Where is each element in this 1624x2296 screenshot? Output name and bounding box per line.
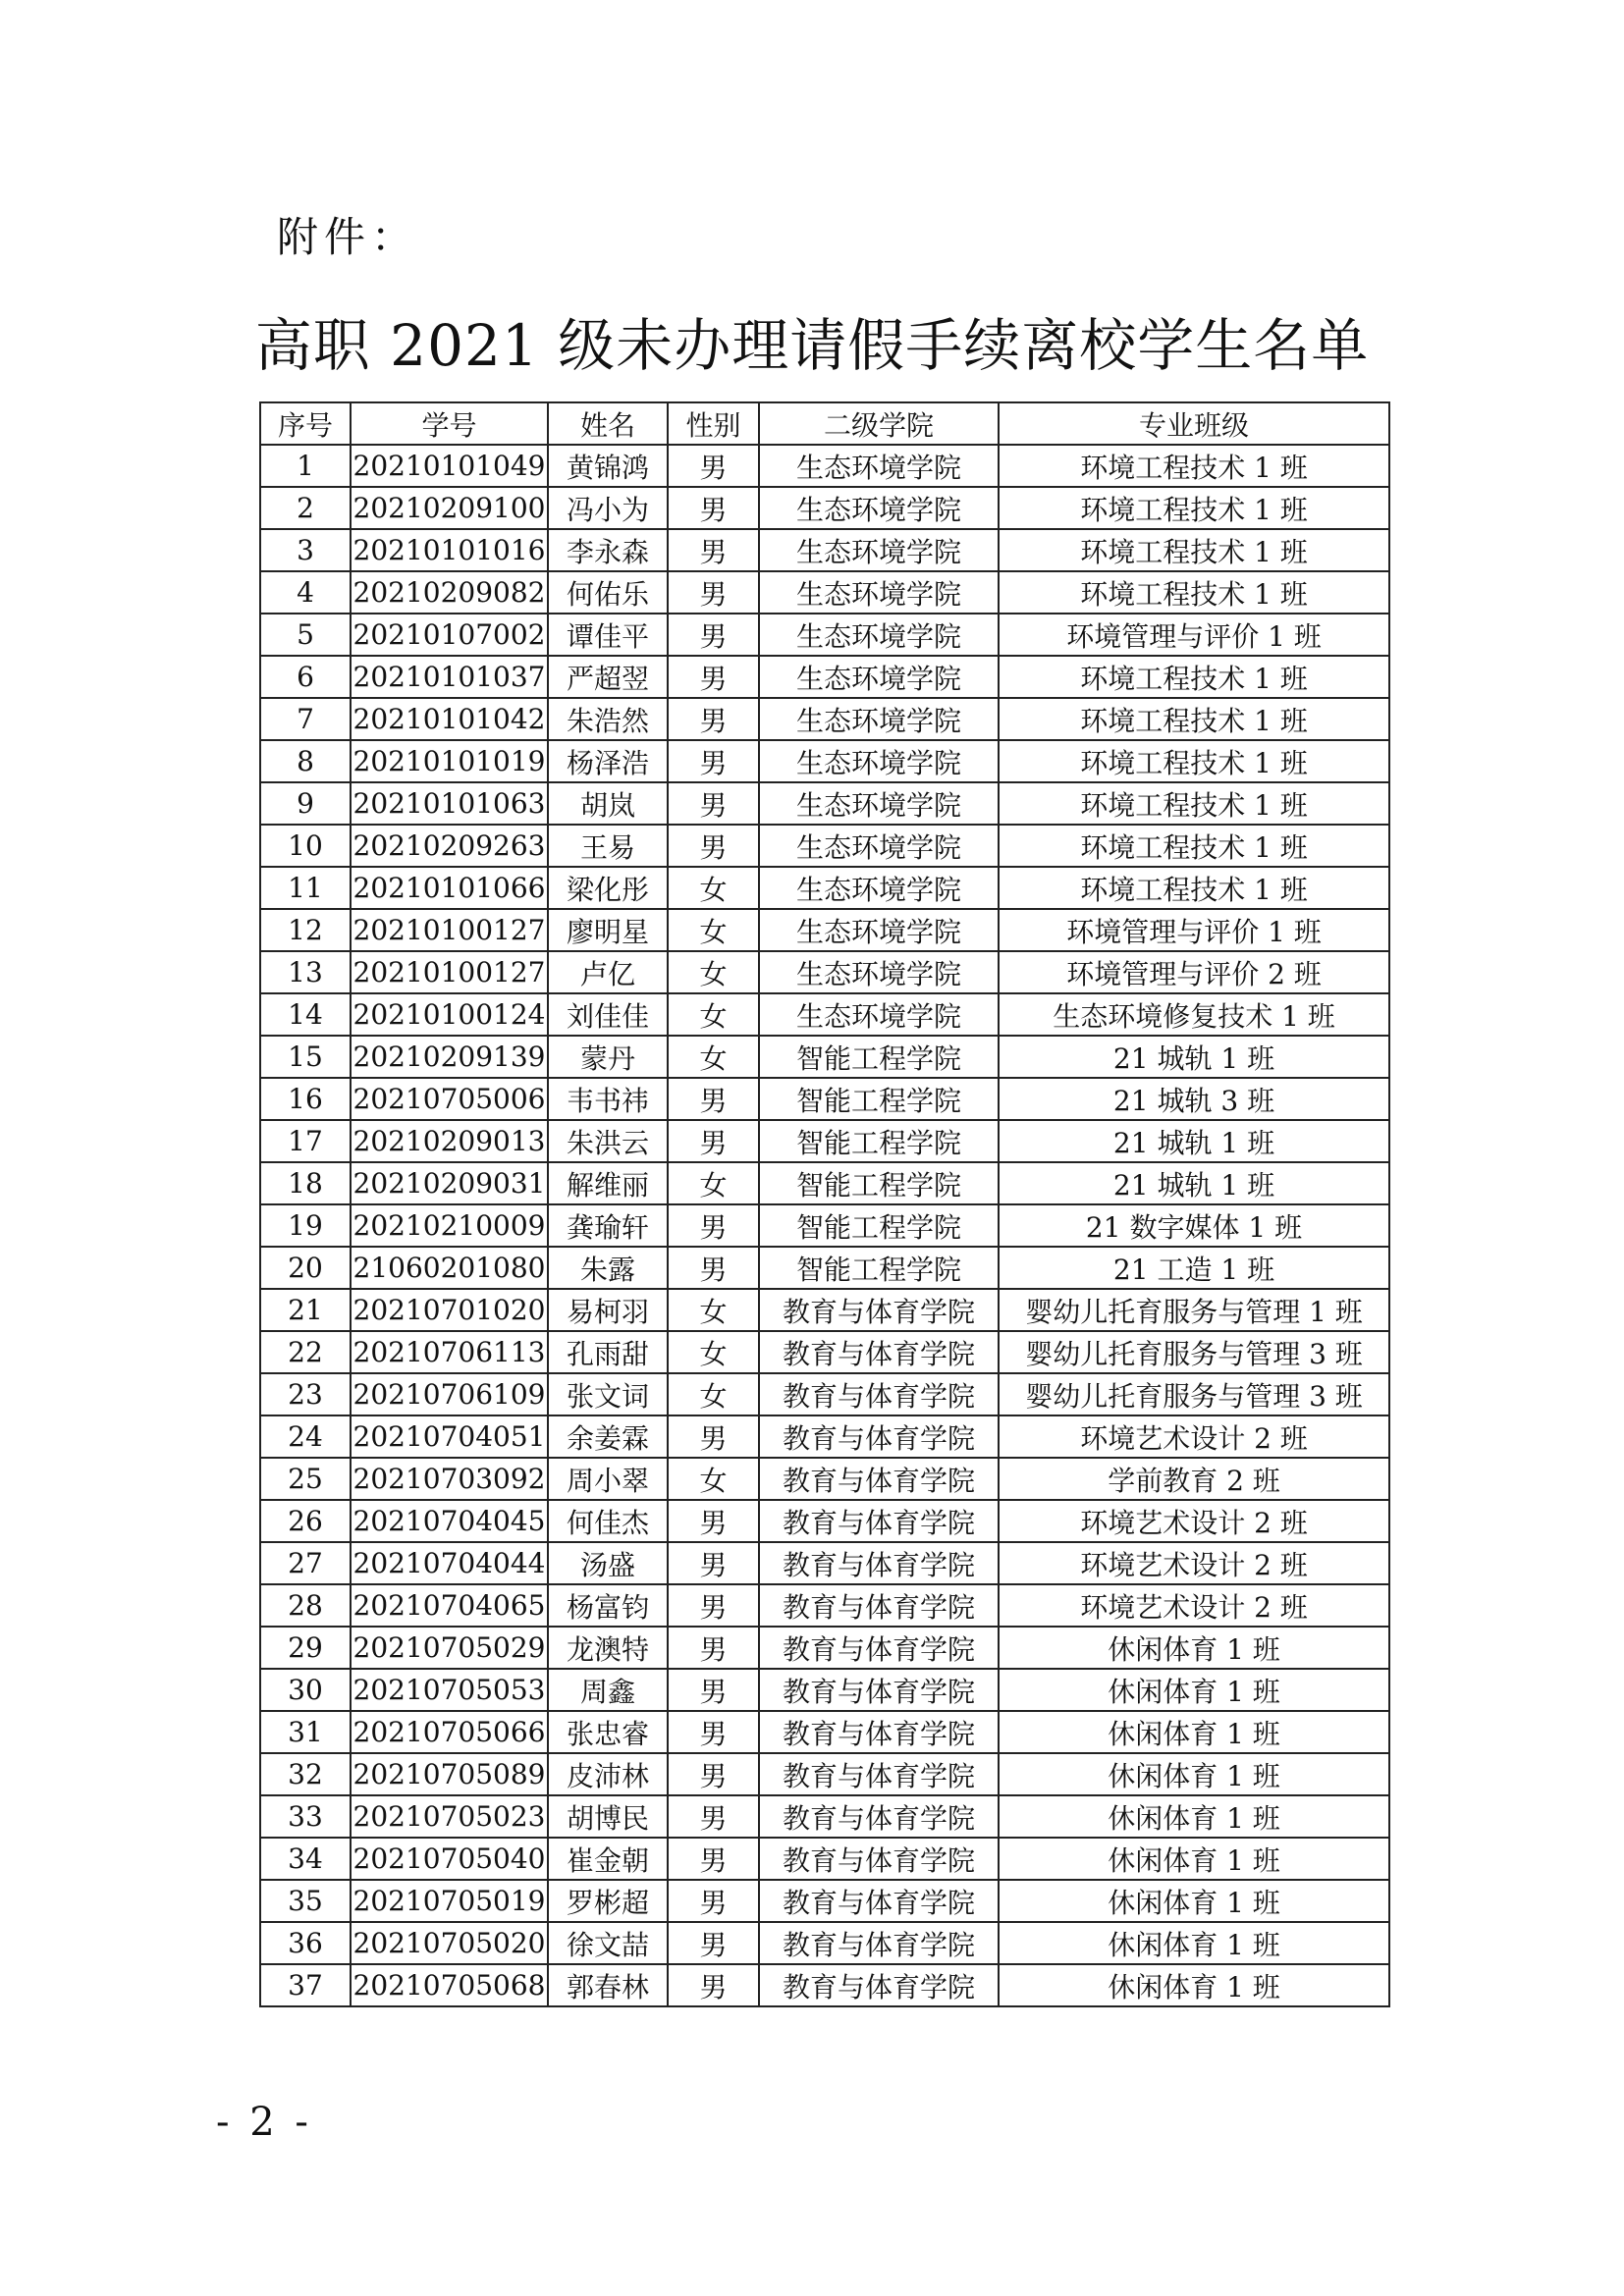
header-gender: 性别 (668, 402, 759, 445)
table-row (260, 909, 1389, 951)
cell-class: 环境艺术设计 2 班 (999, 1415, 1389, 1458)
table-row (260, 1711, 1389, 1753)
cell-college: 智能工程学院 (759, 1247, 999, 1289)
cell-name: 刘佳佳 (548, 993, 668, 1036)
table-row (260, 1162, 1389, 1204)
cell-gender: 男 (668, 1078, 759, 1120)
cell-student-id: 20210704065 (351, 1584, 548, 1627)
cell-gender: 男 (668, 1922, 759, 1964)
cell-college: 教育与体育学院 (759, 1795, 999, 1838)
cell-student-id: 20210705053 (351, 1669, 548, 1711)
table-row (260, 529, 1389, 571)
cell-index: 6 (260, 656, 351, 698)
cell-student-id: 20210701020 (351, 1289, 548, 1331)
cell-class: 环境工程技术 1 班 (999, 867, 1389, 909)
cell-gender: 男 (668, 782, 759, 825)
cell-gender: 男 (668, 698, 759, 740)
cell-gender: 男 (668, 529, 759, 571)
cell-name: 卢亿 (548, 951, 668, 993)
cell-college: 教育与体育学院 (759, 1711, 999, 1753)
cell-name: 何佳杰 (548, 1500, 668, 1542)
cell-student-id: 20210107002 (351, 614, 548, 656)
cell-name: 杨富钧 (548, 1584, 668, 1627)
cell-college: 教育与体育学院 (759, 1669, 999, 1711)
cell-college: 智能工程学院 (759, 1120, 999, 1162)
cell-name: 朱洪云 (548, 1120, 668, 1162)
table-row (260, 698, 1389, 740)
cell-gender: 男 (668, 1415, 759, 1458)
cell-college: 教育与体育学院 (759, 1415, 999, 1458)
cell-student-id: 20210705066 (351, 1711, 548, 1753)
cell-college: 生态环境学院 (759, 487, 999, 529)
cell-index: 5 (260, 614, 351, 656)
header-index: 序号 (260, 402, 351, 445)
cell-class: 21 数字媒体 1 班 (999, 1204, 1389, 1247)
cell-class: 21 城轨 1 班 (999, 1036, 1389, 1078)
cell-index: 23 (260, 1373, 351, 1415)
table-row (260, 1204, 1389, 1247)
cell-college: 生态环境学院 (759, 656, 999, 698)
cell-student-id: 20210705020 (351, 1922, 548, 1964)
table-row (260, 1880, 1389, 1922)
table-row (260, 1078, 1389, 1120)
header-student-id: 学号 (351, 402, 548, 445)
cell-class: 环境管理与评价 1 班 (999, 909, 1389, 951)
cell-student-id: 20210210009 (351, 1204, 548, 1247)
cell-index: 18 (260, 1162, 351, 1204)
cell-index: 9 (260, 782, 351, 825)
cell-class: 环境艺术设计 2 班 (999, 1542, 1389, 1584)
cell-college: 教育与体育学院 (759, 1922, 999, 1964)
cell-student-id: 20210101016 (351, 529, 548, 571)
table-row (260, 740, 1389, 782)
header-college: 二级学院 (759, 402, 999, 445)
cell-name: 解维丽 (548, 1162, 668, 1204)
table-row (260, 1964, 1389, 2006)
cell-class: 环境工程技术 1 班 (999, 782, 1389, 825)
table-row (260, 1289, 1389, 1331)
cell-index: 35 (260, 1880, 351, 1922)
table-row (260, 1331, 1389, 1373)
table-row (260, 656, 1389, 698)
cell-gender: 男 (668, 1584, 759, 1627)
cell-student-id: 20210100127 (351, 951, 548, 993)
cell-college: 生态环境学院 (759, 529, 999, 571)
cell-class: 休闲体育 1 班 (999, 1753, 1389, 1795)
cell-class: 休闲体育 1 班 (999, 1880, 1389, 1922)
cell-college: 教育与体育学院 (759, 1964, 999, 2006)
cell-student-id: 20210705068 (351, 1964, 548, 2006)
cell-class: 休闲体育 1 班 (999, 1627, 1389, 1669)
cell-gender: 男 (668, 1753, 759, 1795)
cell-class: 婴幼儿托育服务与管理 3 班 (999, 1373, 1389, 1415)
cell-class: 休闲体育 1 班 (999, 1669, 1389, 1711)
cell-college: 教育与体育学院 (759, 1838, 999, 1880)
cell-student-id: 20210705023 (351, 1795, 548, 1838)
table-row (260, 487, 1389, 529)
cell-college: 教育与体育学院 (759, 1500, 999, 1542)
cell-index: 26 (260, 1500, 351, 1542)
cell-name: 张忠睿 (548, 1711, 668, 1753)
cell-index: 2 (260, 487, 351, 529)
cell-index: 11 (260, 867, 351, 909)
cell-class: 环境工程技术 1 班 (999, 487, 1389, 529)
cell-college: 生态环境学院 (759, 571, 999, 614)
cell-gender: 女 (668, 909, 759, 951)
cell-gender: 男 (668, 1795, 759, 1838)
cell-name: 黄锦鸿 (548, 445, 668, 487)
cell-class: 休闲体育 1 班 (999, 1964, 1389, 2006)
cell-college: 教育与体育学院 (759, 1373, 999, 1415)
cell-class: 休闲体育 1 班 (999, 1711, 1389, 1753)
cell-gender: 男 (668, 614, 759, 656)
cell-class: 21 城轨 1 班 (999, 1120, 1389, 1162)
table-row (260, 1669, 1389, 1711)
cell-name: 罗彬超 (548, 1880, 668, 1922)
cell-gender: 男 (668, 1627, 759, 1669)
cell-name: 谭佳平 (548, 614, 668, 656)
cell-student-id: 20210705029 (351, 1627, 548, 1669)
cell-class: 婴幼儿托育服务与管理 1 班 (999, 1289, 1389, 1331)
table-row (260, 1247, 1389, 1289)
cell-name: 易柯羽 (548, 1289, 668, 1331)
cell-name: 徐文喆 (548, 1922, 668, 1964)
table-row (260, 825, 1389, 867)
cell-index: 19 (260, 1204, 351, 1247)
cell-gender: 男 (668, 445, 759, 487)
attachment-label: 附件： (277, 213, 419, 261)
cell-name: 李永森 (548, 529, 668, 571)
cell-index: 33 (260, 1795, 351, 1838)
cell-name: 冯小为 (548, 487, 668, 529)
cell-index: 4 (260, 571, 351, 614)
cell-college: 生态环境学院 (759, 951, 999, 993)
cell-college: 生态环境学院 (759, 614, 999, 656)
cell-college: 教育与体育学院 (759, 1627, 999, 1669)
cell-class: 环境工程技术 1 班 (999, 825, 1389, 867)
cell-index: 27 (260, 1542, 351, 1584)
table-row (260, 445, 1389, 487)
cell-index: 10 (260, 825, 351, 867)
cell-gender: 男 (668, 825, 759, 867)
cell-name: 周鑫 (548, 1669, 668, 1711)
cell-index: 30 (260, 1669, 351, 1711)
cell-student-id: 20210705040 (351, 1838, 548, 1880)
cell-student-id: 20210101049 (351, 445, 548, 487)
table-row (260, 1036, 1389, 1078)
cell-student-id: 20210706113 (351, 1331, 548, 1373)
table-row (260, 1542, 1389, 1584)
table-row (260, 867, 1389, 909)
cell-class: 婴幼儿托育服务与管理 3 班 (999, 1331, 1389, 1373)
cell-student-id: 20210101063 (351, 782, 548, 825)
cell-class: 休闲体育 1 班 (999, 1838, 1389, 1880)
table-row (260, 1584, 1389, 1627)
cell-name: 张文词 (548, 1373, 668, 1415)
cell-index: 25 (260, 1458, 351, 1500)
cell-name: 梁化彤 (548, 867, 668, 909)
cell-index: 8 (260, 740, 351, 782)
table-row (260, 614, 1389, 656)
cell-index: 17 (260, 1120, 351, 1162)
cell-college: 生态环境学院 (759, 740, 999, 782)
table-row (260, 1795, 1389, 1838)
table-row (260, 951, 1389, 993)
cell-name: 汤盛 (548, 1542, 668, 1584)
cell-gender: 男 (668, 1669, 759, 1711)
cell-gender: 男 (668, 1247, 759, 1289)
cell-index: 37 (260, 1964, 351, 2006)
table-row (260, 1922, 1389, 1964)
cell-gender: 男 (668, 1964, 759, 2006)
cell-index: 32 (260, 1753, 351, 1795)
cell-gender: 男 (668, 1120, 759, 1162)
table-row (260, 571, 1389, 614)
cell-gender: 男 (668, 1880, 759, 1922)
cell-gender: 女 (668, 1162, 759, 1204)
cell-gender: 女 (668, 867, 759, 909)
cell-class: 环境工程技术 1 班 (999, 529, 1389, 571)
cell-class: 环境工程技术 1 班 (999, 445, 1389, 487)
cell-student-id: 20210703092 (351, 1458, 548, 1500)
cell-name: 孔雨甜 (548, 1331, 668, 1373)
table-row (260, 1373, 1389, 1415)
cell-college: 教育与体育学院 (759, 1458, 999, 1500)
cell-name: 朱浩然 (548, 698, 668, 740)
cell-index: 24 (260, 1415, 351, 1458)
table-row (260, 1120, 1389, 1162)
cell-name: 郭春林 (548, 1964, 668, 2006)
cell-class: 休闲体育 1 班 (999, 1795, 1389, 1838)
cell-student-id: 20210101019 (351, 740, 548, 782)
table-body (260, 445, 1389, 2006)
cell-name: 杨泽浩 (548, 740, 668, 782)
cell-student-id: 21060201080 (351, 1247, 548, 1289)
cell-class: 生态环境修复技术 1 班 (999, 993, 1389, 1036)
table-row (260, 782, 1389, 825)
cell-gender: 男 (668, 1204, 759, 1247)
cell-gender: 男 (668, 656, 759, 698)
cell-gender: 男 (668, 1711, 759, 1753)
cell-college: 教育与体育学院 (759, 1584, 999, 1627)
cell-gender: 男 (668, 487, 759, 529)
cell-college: 教育与体育学院 (759, 1331, 999, 1373)
cell-student-id: 20210209263 (351, 825, 548, 867)
cell-student-id: 20210704045 (351, 1500, 548, 1542)
cell-name: 崔金朝 (548, 1838, 668, 1880)
cell-gender: 男 (668, 571, 759, 614)
cell-gender: 女 (668, 993, 759, 1036)
table-row (260, 1458, 1389, 1500)
cell-student-id: 20210704051 (351, 1415, 548, 1458)
cell-name: 廖明星 (548, 909, 668, 951)
cell-student-id: 20210101037 (351, 656, 548, 698)
cell-index: 16 (260, 1078, 351, 1120)
cell-name: 王易 (548, 825, 668, 867)
cell-class: 21 工造 1 班 (999, 1247, 1389, 1289)
cell-class: 环境工程技术 1 班 (999, 656, 1389, 698)
cell-name: 胡博民 (548, 1795, 668, 1838)
page-number: - 2 - (216, 2100, 312, 2145)
cell-index: 29 (260, 1627, 351, 1669)
table-row (260, 1415, 1389, 1458)
cell-index: 22 (260, 1331, 351, 1373)
cell-index: 13 (260, 951, 351, 993)
cell-name: 龙澳特 (548, 1627, 668, 1669)
cell-student-id: 20210705089 (351, 1753, 548, 1795)
header-name: 姓名 (548, 402, 668, 445)
cell-college: 生态环境学院 (759, 782, 999, 825)
cell-index: 15 (260, 1036, 351, 1078)
cell-index: 3 (260, 529, 351, 571)
cell-college: 教育与体育学院 (759, 1880, 999, 1922)
cell-gender: 男 (668, 1542, 759, 1584)
cell-student-id: 20210209100 (351, 487, 548, 529)
cell-index: 36 (260, 1922, 351, 1964)
cell-student-id: 20210705019 (351, 1880, 548, 1922)
cell-class: 环境工程技术 1 班 (999, 698, 1389, 740)
cell-index: 28 (260, 1584, 351, 1627)
header-class: 专业班级 (999, 402, 1389, 445)
cell-student-id: 20210706109 (351, 1373, 548, 1415)
cell-student-id: 20210100127 (351, 909, 548, 951)
cell-name: 朱露 (548, 1247, 668, 1289)
cell-college: 智能工程学院 (759, 1162, 999, 1204)
cell-class: 环境工程技术 1 班 (999, 740, 1389, 782)
cell-college: 生态环境学院 (759, 909, 999, 951)
cell-name: 皮沛林 (548, 1753, 668, 1795)
cell-class: 休闲体育 1 班 (999, 1922, 1389, 1964)
cell-index: 31 (260, 1711, 351, 1753)
cell-gender: 男 (668, 1500, 759, 1542)
cell-class: 环境艺术设计 2 班 (999, 1584, 1389, 1627)
table-row (260, 1753, 1389, 1795)
table-row (260, 1500, 1389, 1542)
cell-index: 34 (260, 1838, 351, 1880)
cell-class: 环境管理与评价 1 班 (999, 614, 1389, 656)
cell-college: 智能工程学院 (759, 1078, 999, 1120)
cell-index: 14 (260, 993, 351, 1036)
cell-gender: 女 (668, 1289, 759, 1331)
cell-student-id: 20210209082 (351, 571, 548, 614)
cell-gender: 男 (668, 740, 759, 782)
cell-name: 蒙丹 (548, 1036, 668, 1078)
cell-student-id: 20210101042 (351, 698, 548, 740)
cell-index: 12 (260, 909, 351, 951)
cell-college: 生态环境学院 (759, 825, 999, 867)
cell-college: 教育与体育学院 (759, 1542, 999, 1584)
cell-class: 21 城轨 3 班 (999, 1078, 1389, 1120)
cell-student-id: 20210209139 (351, 1036, 548, 1078)
cell-college: 智能工程学院 (759, 1036, 999, 1078)
student-roster-table (259, 401, 1390, 2007)
cell-student-id: 20210209013 (351, 1120, 548, 1162)
cell-class: 21 城轨 1 班 (999, 1162, 1389, 1204)
cell-name: 何佑乐 (548, 571, 668, 614)
cell-gender: 女 (668, 1458, 759, 1500)
document-title: 高职 2021 级未办理请假手续离校学生名单 (254, 312, 1370, 379)
cell-class: 环境工程技术 1 班 (999, 571, 1389, 614)
cell-student-id: 20210705006 (351, 1078, 548, 1120)
cell-index: 20 (260, 1247, 351, 1289)
cell-college: 生态环境学院 (759, 445, 999, 487)
table-row (260, 993, 1389, 1036)
cell-college: 教育与体育学院 (759, 1753, 999, 1795)
cell-index: 7 (260, 698, 351, 740)
cell-name: 胡岚 (548, 782, 668, 825)
cell-gender: 女 (668, 1331, 759, 1373)
cell-college: 智能工程学院 (759, 1204, 999, 1247)
cell-student-id: 20210101066 (351, 867, 548, 909)
table-row (260, 1838, 1389, 1880)
cell-student-id: 20210704044 (351, 1542, 548, 1584)
cell-name: 严超翌 (548, 656, 668, 698)
cell-college: 教育与体育学院 (759, 1289, 999, 1331)
cell-student-id: 20210209031 (351, 1162, 548, 1204)
cell-college: 生态环境学院 (759, 698, 999, 740)
cell-college: 生态环境学院 (759, 993, 999, 1036)
cell-name: 龚瑜轩 (548, 1204, 668, 1247)
cell-name: 余姜霖 (548, 1415, 668, 1458)
cell-gender: 女 (668, 1036, 759, 1078)
table-row (260, 1627, 1389, 1669)
cell-student-id: 20210100124 (351, 993, 548, 1036)
cell-college: 生态环境学院 (759, 867, 999, 909)
cell-gender: 女 (668, 951, 759, 993)
cell-gender: 女 (668, 1373, 759, 1415)
cell-class: 学前教育 2 班 (999, 1458, 1389, 1500)
table-header-row (260, 402, 1389, 445)
cell-name: 周小翠 (548, 1458, 668, 1500)
cell-index: 21 (260, 1289, 351, 1331)
cell-index: 1 (260, 445, 351, 487)
cell-class: 环境艺术设计 2 班 (999, 1500, 1389, 1542)
cell-name: 韦书祎 (548, 1078, 668, 1120)
cell-gender: 男 (668, 1838, 759, 1880)
cell-class: 环境管理与评价 2 班 (999, 951, 1389, 993)
